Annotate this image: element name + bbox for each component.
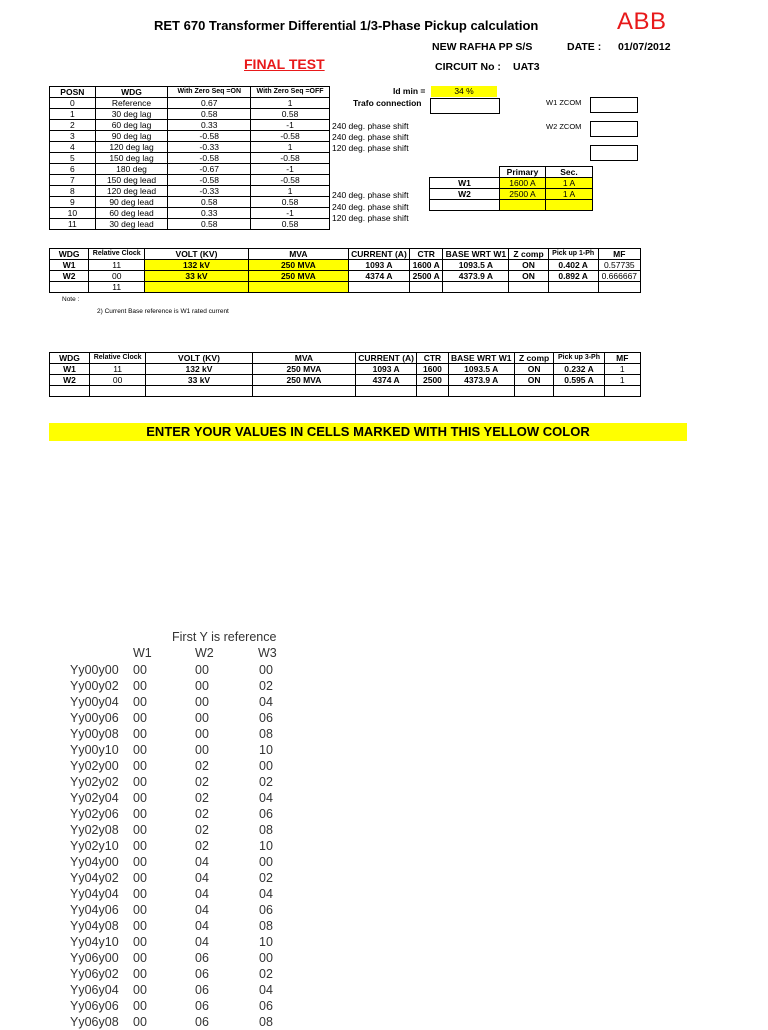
document-title: RET 670 Transformer Differential 1/3-Phase Pickup calculation xyxy=(154,18,539,33)
table-row xyxy=(50,142,330,153)
posn-cell: -1 xyxy=(251,164,330,175)
table-cell: W1 xyxy=(50,260,89,271)
table-cell xyxy=(252,386,355,397)
clock-value: 08 xyxy=(259,1015,273,1029)
clock-value: 06 xyxy=(195,951,209,965)
table-cell: W2 xyxy=(50,271,89,282)
connection-code: Yy00y02 xyxy=(70,679,119,693)
table-cell xyxy=(50,282,89,293)
w1-zcom-label: W1 ZCOM xyxy=(546,98,582,107)
input-cell[interactable]: 132 kV xyxy=(145,260,249,271)
column-header: Z comp xyxy=(509,249,548,260)
posn-cell: 0 xyxy=(50,98,96,109)
posn-cell: 0.58 xyxy=(251,197,330,208)
clock-value: 02 xyxy=(195,839,209,853)
ylist-header-w3: W3 xyxy=(258,646,277,660)
posn-cell: 7 xyxy=(50,175,96,186)
table-row xyxy=(50,153,330,164)
connection-code: Yy02y08 xyxy=(70,823,119,837)
table-row xyxy=(50,375,641,386)
posn-cell: 0.58 xyxy=(168,219,251,230)
connection-code: Yy02y00 xyxy=(70,759,119,773)
posn-cell: 120 deg lead xyxy=(95,186,168,197)
trafo-connection-label: Trafo connection xyxy=(353,98,422,108)
connection-code: Yy04y02 xyxy=(70,871,119,885)
phase-shift-note: 120 deg. phase shift xyxy=(332,143,409,153)
table-cell: ON xyxy=(509,271,548,282)
posn-cell: 0.58 xyxy=(168,197,251,208)
posn-cell: -0.58 xyxy=(168,153,251,164)
posn-header-cell: With Zero Seq =OFF xyxy=(251,87,330,98)
clock-value: 00 xyxy=(259,663,273,677)
clock-value: 00 xyxy=(195,727,209,741)
posn-cell: -0.58 xyxy=(251,153,330,164)
posn-cell: 11 xyxy=(50,219,96,230)
ctr-wdg-label: W2 xyxy=(430,189,500,200)
posn-cell: 30 deg lag xyxy=(95,109,168,120)
clock-value: 00 xyxy=(259,951,273,965)
clock-value: 00 xyxy=(133,999,147,1013)
clock-value: 00 xyxy=(195,743,209,757)
column-header: WDG xyxy=(50,249,89,260)
table-cell xyxy=(554,386,604,397)
table-cell: 4373.9 A xyxy=(448,375,514,386)
table-cell: 2500 A xyxy=(409,271,443,282)
input-cell[interactable] xyxy=(145,282,249,293)
clock-value: 04 xyxy=(259,983,273,997)
ctr-wdg-label: W1 xyxy=(430,178,500,189)
posn-cell: 1 xyxy=(251,98,330,109)
posn-cell: 1 xyxy=(251,186,330,197)
posn-cell: 5 xyxy=(50,153,96,164)
clock-value: 00 xyxy=(133,711,147,725)
phase-shift-note: 240 deg. phase shift xyxy=(332,132,409,142)
clock-value: 00 xyxy=(133,823,147,837)
posn-cell: 4 xyxy=(50,142,96,153)
clock-value: 04 xyxy=(195,903,209,917)
clock-value: 06 xyxy=(195,999,209,1013)
clock-value: 04 xyxy=(195,871,209,885)
circuit-value: UAT3 xyxy=(513,61,540,73)
table-cell: 0.57735 xyxy=(598,260,640,271)
clock-value: 06 xyxy=(259,807,273,821)
table-cell: 1 xyxy=(604,375,640,386)
circuit-label: CIRCUIT No : xyxy=(435,61,501,73)
clock-value: 00 xyxy=(133,983,147,997)
column-header: WDG xyxy=(50,353,90,364)
posn-cell: -1 xyxy=(251,208,330,219)
table-cell xyxy=(443,282,509,293)
connection-code: Yy06y06 xyxy=(70,999,119,1013)
id-min-label: Id min = xyxy=(393,86,426,96)
posn-cell: Reference xyxy=(95,98,168,109)
clock-value: 00 xyxy=(133,807,147,821)
trafo-connection-input[interactable] xyxy=(430,98,500,114)
connection-code: Yy02y06 xyxy=(70,807,119,821)
table-cell: 0.402 A xyxy=(548,260,598,271)
posn-cell: -0.58 xyxy=(168,175,251,186)
input-cell[interactable] xyxy=(248,282,348,293)
clock-value: 00 xyxy=(133,1015,147,1029)
clock-value: 00 xyxy=(133,743,147,757)
abb-logo: ABB xyxy=(617,8,667,35)
w1-primary-input[interactable]: 1600 A xyxy=(500,178,546,189)
posn-cell: 60 deg lag xyxy=(95,120,168,131)
ct-ratio-table xyxy=(429,166,593,211)
table-cell xyxy=(356,386,417,397)
table-cell: 250 MVA xyxy=(252,364,355,375)
table-row xyxy=(50,282,641,293)
clock-value: 02 xyxy=(259,679,273,693)
connection-code: Yy00y08 xyxy=(70,727,119,741)
column-header: Relative Clock xyxy=(90,353,146,364)
clock-value: 00 xyxy=(195,711,209,725)
phase-shift-note: 240 deg. phase shift xyxy=(332,202,409,212)
connection-code: Yy02y04 xyxy=(70,791,119,805)
posn-cell: 0.33 xyxy=(168,208,251,219)
w3-wdg-cell xyxy=(430,200,500,211)
posn-cell: 8 xyxy=(50,186,96,197)
posn-cell: -0.58 xyxy=(168,131,251,142)
clock-value: 04 xyxy=(259,695,273,709)
column-header: Relative Clock xyxy=(89,249,145,260)
column-header: MVA xyxy=(248,249,348,260)
table-cell: 1093.5 A xyxy=(448,364,514,375)
clock-value: 00 xyxy=(133,903,147,917)
clock-value: 02 xyxy=(195,775,209,789)
table-cell: 0.232 A xyxy=(554,364,604,375)
clock-value: 04 xyxy=(195,919,209,933)
posn-cell: 150 deg lead xyxy=(95,175,168,186)
connection-code: Yy06y08 xyxy=(70,1015,119,1029)
connection-code: Yy00y04 xyxy=(70,695,119,709)
posn-cell: 180 deg xyxy=(95,164,168,175)
clock-value: 06 xyxy=(259,711,273,725)
clock-value: 06 xyxy=(259,903,273,917)
column-header: BASE WRT W1 xyxy=(443,249,509,260)
table-cell xyxy=(50,386,90,397)
connection-code: Yy04y00 xyxy=(70,855,119,869)
clock-value: 00 xyxy=(195,695,209,709)
posn-cell: 1 xyxy=(251,142,330,153)
clock-value: 00 xyxy=(133,759,147,773)
posn-cell: 2 xyxy=(50,120,96,131)
column-header: MF xyxy=(604,353,640,364)
clock-value: 04 xyxy=(195,935,209,949)
clock-value: 00 xyxy=(133,919,147,933)
clock-value: 08 xyxy=(259,919,273,933)
posn-cell: 9 xyxy=(50,197,96,208)
pickup-3ph-table xyxy=(49,352,641,397)
column-header: Z comp xyxy=(514,353,554,364)
table-cell: 1093 A xyxy=(356,364,417,375)
table-cell: 2500 xyxy=(417,375,449,386)
table-cell: W2 xyxy=(50,375,90,386)
table-cell: 11 xyxy=(89,260,145,271)
table-row xyxy=(50,386,641,397)
table-row xyxy=(50,197,330,208)
id-min-input[interactable]: 34 % xyxy=(431,86,497,97)
input-cell[interactable]: 250 MVA xyxy=(248,260,348,271)
posn-cell: 60 deg lead xyxy=(95,208,168,219)
column-header: Pick up 1-Ph xyxy=(548,249,598,260)
clock-value: 06 xyxy=(195,967,209,981)
posn-cell: -0.58 xyxy=(251,175,330,186)
posn-cell: 6 xyxy=(50,164,96,175)
clock-value: 06 xyxy=(195,1015,209,1029)
posn-header-cell: WDG xyxy=(95,87,168,98)
table-cell: 4373.9 A xyxy=(443,271,509,282)
connection-code: Yy06y04 xyxy=(70,983,119,997)
connection-code: Yy04y10 xyxy=(70,935,119,949)
station-name: NEW RAFHA PP S/S xyxy=(432,41,533,53)
table-cell: 1 xyxy=(604,364,640,375)
phase-shift-note: 120 deg. phase shift xyxy=(332,213,409,223)
w1-zcom-input[interactable] xyxy=(590,97,638,113)
clock-value: 04 xyxy=(259,791,273,805)
connection-code: Yy04y08 xyxy=(70,919,119,933)
table-cell xyxy=(348,282,409,293)
primary-header: Primary xyxy=(500,167,546,178)
w1-secondary-input[interactable]: 1 A xyxy=(546,178,593,189)
table-row xyxy=(50,98,330,109)
posn-cell: 0.58 xyxy=(168,109,251,120)
clock-value: 02 xyxy=(195,759,209,773)
instruction-banner: ENTER YOUR VALUES IN CELLS MARKED WITH THIS YELLOW COLOR xyxy=(49,423,687,441)
pickup-1ph-table xyxy=(49,248,641,293)
connection-code: Yy06y02 xyxy=(70,967,119,981)
input-cell[interactable]: 250 MVA xyxy=(248,271,348,282)
table-cell: W1 xyxy=(50,364,90,375)
clock-value: 00 xyxy=(259,759,273,773)
w2-primary-input[interactable]: 2500 A xyxy=(500,189,546,200)
column-header: MF xyxy=(598,249,640,260)
column-header: MVA xyxy=(252,353,355,364)
posn-table xyxy=(49,86,330,230)
phase-shift-note: 240 deg. phase shift xyxy=(332,121,409,131)
clock-value: 00 xyxy=(133,679,147,693)
posn-cell: -0.33 xyxy=(168,186,251,197)
clock-value: 02 xyxy=(195,807,209,821)
clock-value: 00 xyxy=(133,871,147,885)
clock-value: 02 xyxy=(259,871,273,885)
clock-value: 04 xyxy=(195,887,209,901)
table-cell: 11 xyxy=(89,282,145,293)
clock-value: 00 xyxy=(133,887,147,901)
note-text: 2) Current Base reference is W1 rated current xyxy=(97,308,229,315)
clock-value: 02 xyxy=(259,967,273,981)
column-header: CURRENT (A) xyxy=(356,353,417,364)
ylist-header-w1: W1 xyxy=(133,646,152,660)
ylist-title: First Y is reference xyxy=(172,630,277,644)
clock-value: 00 xyxy=(133,695,147,709)
column-header: VOLT (KV) xyxy=(146,353,253,364)
connection-code: Yy00y00 xyxy=(70,663,119,677)
table-cell xyxy=(598,282,640,293)
connection-code: Yy06y00 xyxy=(70,951,119,965)
table-cell: 132 kV xyxy=(146,364,253,375)
connection-code: Yy00y06 xyxy=(70,711,119,725)
clock-value: 00 xyxy=(133,855,147,869)
clock-value: 02 xyxy=(195,823,209,837)
table-row xyxy=(50,120,330,131)
w2-zcom-label: W2 ZCOM xyxy=(546,122,582,131)
table-row xyxy=(50,131,330,142)
posn-cell: 120 deg lag xyxy=(95,142,168,153)
table-cell xyxy=(448,386,514,397)
w3-zcom-input[interactable] xyxy=(590,145,638,161)
clock-value: 00 xyxy=(133,839,147,853)
clock-value: 00 xyxy=(133,791,147,805)
table-row xyxy=(50,109,330,120)
table-cell: 00 xyxy=(90,375,146,386)
clock-value: 10 xyxy=(259,743,273,757)
table-cell: 00 xyxy=(89,271,145,282)
date-label: DATE : xyxy=(567,41,602,53)
table-cell: ON xyxy=(509,260,548,271)
posn-cell: 150 deg lag xyxy=(95,153,168,164)
table-cell: ON xyxy=(514,364,554,375)
table-cell xyxy=(409,282,443,293)
posn-cell: 0.33 xyxy=(168,120,251,131)
clock-value: 04 xyxy=(259,887,273,901)
clock-value: 00 xyxy=(195,663,209,677)
w2-secondary-input[interactable]: 1 A xyxy=(546,189,593,200)
posn-cell: 90 deg lead xyxy=(95,197,168,208)
clock-value: 00 xyxy=(259,855,273,869)
w3-secondary-input[interactable] xyxy=(546,200,593,211)
clock-value: 06 xyxy=(195,983,209,997)
table-cell: 1600 A xyxy=(409,260,443,271)
table-cell xyxy=(417,386,449,397)
column-header: BASE WRT W1 xyxy=(448,353,514,364)
w3-primary-input[interactable] xyxy=(500,200,546,211)
column-header: VOLT (KV) xyxy=(145,249,249,260)
table-cell: 33 kV xyxy=(146,375,253,386)
date-value: 01/07/2012 xyxy=(618,41,671,53)
table-row xyxy=(50,208,330,219)
posn-cell: 0.58 xyxy=(251,109,330,120)
posn-cell: 0.67 xyxy=(168,98,251,109)
posn-cell: 10 xyxy=(50,208,96,219)
clock-value: 00 xyxy=(133,935,147,949)
table-cell: 1093.5 A xyxy=(443,260,509,271)
table-row xyxy=(50,271,641,282)
posn-cell: -1 xyxy=(251,120,330,131)
table-cell: ON xyxy=(514,375,554,386)
table-cell: 250 MVA xyxy=(252,375,355,386)
table-row xyxy=(50,175,330,186)
phase-shift-note: 240 deg. phase shift xyxy=(332,190,409,200)
posn-cell: -0.33 xyxy=(168,142,251,153)
posn-cell: 1 xyxy=(50,109,96,120)
posn-cell: -0.67 xyxy=(168,164,251,175)
table-row xyxy=(50,260,641,271)
posn-header-cell: POSN xyxy=(50,87,96,98)
connection-code: Yy04y04 xyxy=(70,887,119,901)
column-header: Pick up 3-Ph xyxy=(554,353,604,364)
posn-cell: 30 deg lead xyxy=(95,219,168,230)
secondary-header: Sec. xyxy=(546,167,593,178)
table-cell xyxy=(514,386,554,397)
connection-code: Yy00y10 xyxy=(70,743,119,757)
table-row xyxy=(50,164,330,175)
connection-code: Yy02y02 xyxy=(70,775,119,789)
table-cell: 11 xyxy=(90,364,146,375)
connection-code: Yy02y10 xyxy=(70,839,119,853)
table-cell: 1600 xyxy=(417,364,449,375)
posn-cell: 3 xyxy=(50,131,96,142)
clock-value: 08 xyxy=(259,727,273,741)
table-cell: 4374 A xyxy=(348,271,409,282)
ylist-header-w2: W2 xyxy=(195,646,214,660)
clock-value: 00 xyxy=(133,663,147,677)
clock-value: 02 xyxy=(195,791,209,805)
posn-header-cell: With Zero Seq =ON xyxy=(168,87,251,98)
table-row xyxy=(50,364,641,375)
note-label: Note : xyxy=(62,296,80,303)
table-cell: 0.892 A xyxy=(548,271,598,282)
table-row xyxy=(50,186,330,197)
posn-cell: 90 deg lag xyxy=(95,131,168,142)
clock-value: 02 xyxy=(259,775,273,789)
column-header: CTR xyxy=(409,249,443,260)
clock-value: 10 xyxy=(259,935,273,949)
w2-zcom-input[interactable] xyxy=(590,121,638,137)
column-header: CURRENT (A) xyxy=(348,249,409,260)
table-cell xyxy=(604,386,640,397)
table-cell xyxy=(146,386,253,397)
clock-value: 04 xyxy=(195,855,209,869)
clock-value: 00 xyxy=(195,679,209,693)
posn-cell: -0.58 xyxy=(251,131,330,142)
clock-value: 08 xyxy=(259,823,273,837)
table-row xyxy=(50,219,330,230)
clock-value: 00 xyxy=(133,967,147,981)
table-cell: 1093 A xyxy=(348,260,409,271)
table-cell: 0.666667 xyxy=(598,271,640,282)
table-cell: 0.595 A xyxy=(554,375,604,386)
input-cell[interactable]: 33 kV xyxy=(145,271,249,282)
table-cell xyxy=(90,386,146,397)
clock-value: 06 xyxy=(259,999,273,1013)
table-cell xyxy=(548,282,598,293)
clock-value: 10 xyxy=(259,839,273,853)
connection-code: Yy04y06 xyxy=(70,903,119,917)
column-header: CTR xyxy=(417,353,449,364)
clock-value: 00 xyxy=(133,775,147,789)
clock-value: 00 xyxy=(133,727,147,741)
table-cell: 4374 A xyxy=(356,375,417,386)
posn-cell: 0.58 xyxy=(251,219,330,230)
clock-value: 00 xyxy=(133,951,147,965)
table-cell xyxy=(509,282,548,293)
final-test-heading: FINAL TEST xyxy=(244,56,325,72)
